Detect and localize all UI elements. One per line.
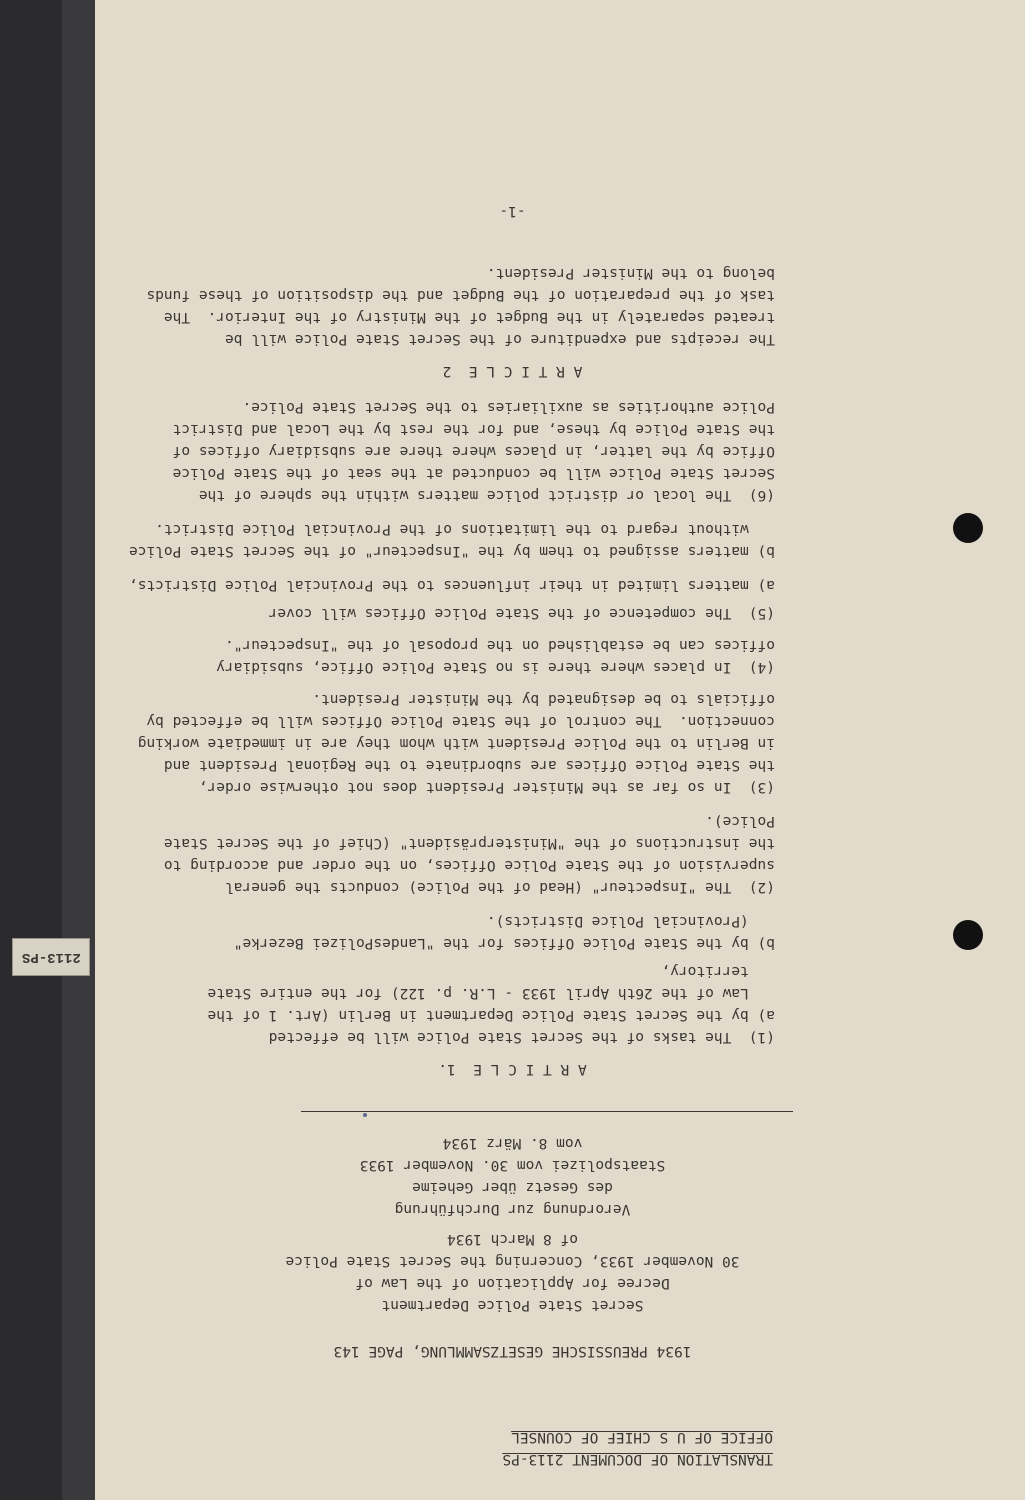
article-1-line-26: Police authorities as auxiliaries to the Secret State Police.	[242, 399, 775, 415]
article-1-line-23: Secret State Police will be conducted at the seat of the State Police	[172, 465, 775, 481]
divider-rule	[301, 1111, 793, 1112]
header-line-1: TRANSLATION OF DOCUMENT 2113-PS	[502, 1451, 773, 1467]
article-1-line-12: the State Police Offices are subordinate to the Regional President and	[163, 757, 775, 773]
article-1-line-20: b) matters assigned to them by the "Inspecteur" of the Secret State Police	[128, 543, 775, 559]
article-1-heading: A R T I C L E 1.	[438, 1061, 587, 1077]
article-1-line-10: Police).	[705, 813, 775, 829]
article-1-line-24: Office by the latter, in places where there are subsidiary offices of	[172, 443, 775, 459]
article-1-line-15: officials to be designated by the Minister President.	[312, 691, 775, 707]
article-2-line-1: The receipts and expenditure of the Secret State Police will be	[225, 331, 775, 347]
punch-hole	[953, 513, 983, 543]
article-1-line-14: connection. The control of the State Police Offices will be effected by	[146, 713, 775, 729]
source-citation: 1934 PREUSSISCHE GESETZSAMMLUNG, PAGE 143	[333, 1343, 692, 1359]
article-1-line-5: b) by the State Police Offices for the "LandesPolizei Bezerke"	[233, 935, 775, 951]
article-1-line-1: (1) The tasks of the Secret State Police will be effected	[268, 1029, 775, 1045]
german-title-line-2: des Gesetz über Geheime	[412, 1179, 613, 1195]
article-2-line-2: treated separately in the Budget of the Ministry of the Interior. The	[163, 309, 775, 325]
article-1-line-21: without regard to the limitations of the Provincial Police District.	[155, 521, 775, 537]
document-stamp-label	[12, 938, 90, 976]
article-1-line-9: the instructions of the "Ministerpräsident" (Chief of the Secret State	[163, 835, 775, 851]
ink-speck	[363, 1113, 367, 1117]
article-1-line-17: offices can be established on the proposal of the "Inspecteur".	[225, 637, 775, 653]
header-line-2: OFFICE OF U S CHIEF OF COUNSEL	[511, 1429, 773, 1445]
article-2-heading: A R T I C L E 2	[442, 363, 583, 379]
title-line-1: Secret State Police Department	[381, 1297, 644, 1313]
page-number: -1-	[499, 203, 526, 219]
article-1-line-7: (2) The "Inspecteur" (Head of the Police) conducts the general	[225, 879, 775, 895]
article-1-line-13: in Berlin to the Police President with whom they are in immediate working	[137, 735, 775, 751]
article-1-line-19: a) matters limited in their influences to the Provincial Police Districts,	[128, 577, 775, 593]
article-1-line-4: territory,	[661, 963, 775, 979]
article-1-line-6: (Provincial Police Districts).	[486, 913, 775, 929]
punch-hole	[953, 920, 983, 950]
article-2-line-3: task of the preparation of the Budget and the disposition of these funds	[146, 287, 775, 303]
german-title-line-1: Verordnung zur Durchführung	[394, 1201, 631, 1217]
article-1-line-8: supervision of the State Police Offices, on the order and according to	[163, 857, 775, 873]
article-1-line-18: (5) The competence of the State Police Offices will cover	[268, 605, 775, 621]
article-1-line-25: the State Police by these, and for the rest by the Local and District	[172, 421, 775, 437]
stamp-label-text: 2113-PS	[21, 949, 81, 965]
article-1-line-11: (3) In so far as the Minister President does not otherwise order,	[198, 779, 775, 795]
article-1-line-22: (6) The local or district police matters within the sphere of the	[198, 487, 775, 503]
article-1-line-16: (4) In places where there is no State Police Office, subsidiary	[216, 659, 775, 675]
article-2-line-4: belong to the Minister President.	[486, 265, 775, 281]
title-line-4: of 8 March 1934	[447, 1231, 578, 1247]
title-line-2: Decree for Application of the Law of	[355, 1275, 670, 1291]
article-1-line-3: Law of the 26th April 1933 - L.R. p. 122) for the entire State	[207, 985, 775, 1001]
german-title-line-3: Staatspolizei vom 30. November 1933	[359, 1157, 666, 1173]
title-line-3: 30 November 1933, Concerning the Secret State Police	[285, 1253, 740, 1269]
german-title-line-4: vom 8. März 1934	[442, 1135, 583, 1151]
article-1-line-2: a) by the Secret State Police Department in Berlin (Art. 1 of the	[207, 1007, 775, 1023]
